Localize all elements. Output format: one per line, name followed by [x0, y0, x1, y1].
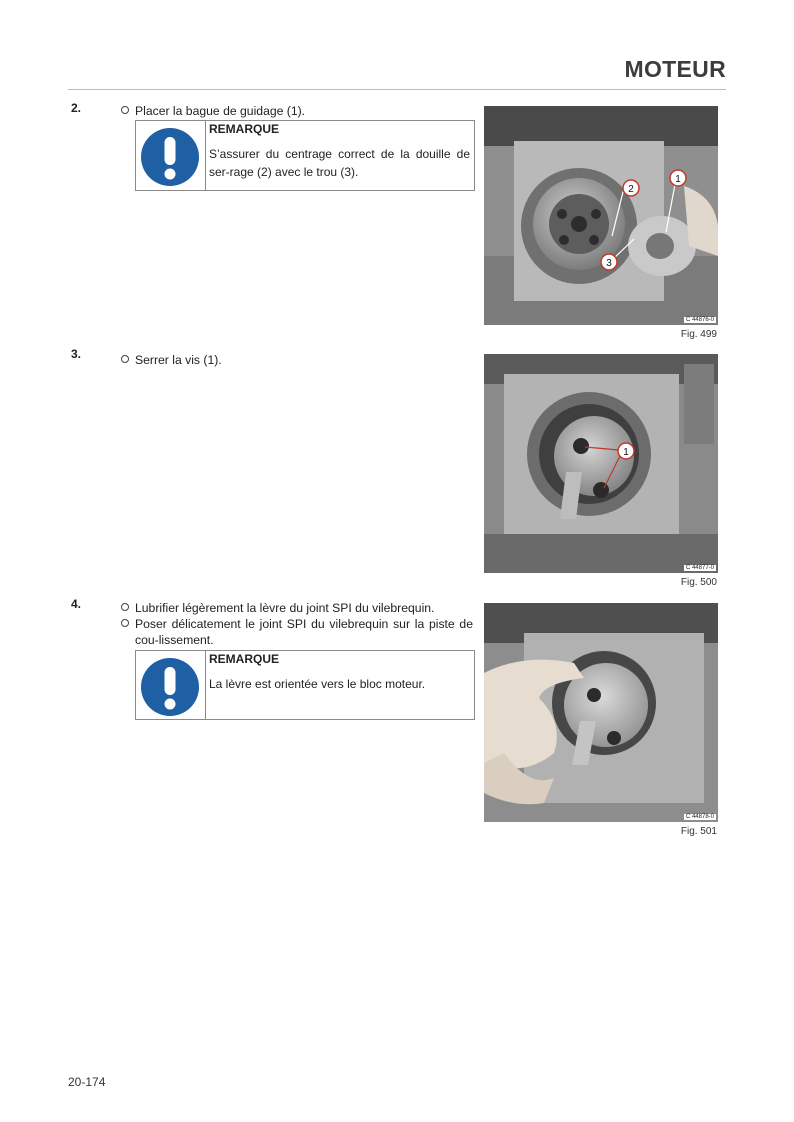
- callout-label: 1: [623, 447, 629, 458]
- remark-title: REMARQUE: [209, 122, 280, 136]
- figure-label: Fig. 501: [680, 826, 717, 837]
- callout-label: 3: [606, 258, 612, 269]
- exclamation-circle-icon: [140, 657, 200, 717]
- callout-marker: [618, 443, 634, 459]
- photo-code: C 44878-0: [685, 814, 714, 820]
- bullet-item: [121, 600, 473, 616]
- bullet-item: [121, 352, 473, 368]
- callout-marker: [623, 180, 639, 196]
- bullet-circle-icon: [121, 603, 129, 611]
- bullet-circle-icon: [121, 355, 129, 363]
- page-number: 20-174: [68, 1075, 106, 1089]
- remark-icon-cell: [136, 121, 206, 190]
- step-number: 4.: [71, 597, 82, 611]
- remark-box: [135, 650, 475, 720]
- figure-photo: [484, 603, 718, 822]
- bullet-item: [121, 103, 473, 119]
- callout-label: 2: [628, 184, 634, 195]
- photo-code: C 44877-0: [685, 565, 714, 571]
- photo-code: C 44876-0: [685, 317, 714, 323]
- step-number: 3.: [71, 347, 82, 361]
- remark-icon-cell: [136, 651, 206, 719]
- callout-marker: [601, 254, 617, 270]
- figure-photo: [484, 106, 718, 325]
- bullet-text: Lubrifier légèrement la lèvre du joint SPI du vilebrequin.: [135, 601, 435, 615]
- exclamation-circle-icon: [140, 127, 200, 187]
- figure-label: Fig. 500: [680, 577, 717, 588]
- bullet-circle-icon: [121, 619, 129, 627]
- remark-title: REMARQUE: [209, 652, 280, 666]
- callout-marker: [670, 170, 686, 186]
- figure-label: Fig. 499: [680, 329, 717, 340]
- remark-box: [135, 120, 475, 191]
- figure-photo: [484, 354, 718, 573]
- remark-body: La lèvre est orientée vers le bloc moteur.: [209, 677, 426, 691]
- callout-label: 1: [675, 174, 681, 185]
- bullet-circle-icon: [121, 106, 129, 114]
- step-number: 2.: [71, 101, 82, 115]
- bullet-text: Poser délicatement le joint SPI du vilebrequin sur la piste de cou-lissement.: [135, 617, 473, 647]
- bullet-text: Serrer la vis (1).: [135, 353, 222, 367]
- remark-body: S’assurer du centrage correct de la douille de ser-rage (2) avec le trou (3).: [209, 147, 470, 179]
- header-divider: [68, 89, 726, 90]
- page-header-title: MOTEUR: [624, 56, 726, 82]
- bullet-item: [121, 616, 473, 648]
- bullet-text: Placer la bague de guidage (1).: [135, 104, 306, 118]
